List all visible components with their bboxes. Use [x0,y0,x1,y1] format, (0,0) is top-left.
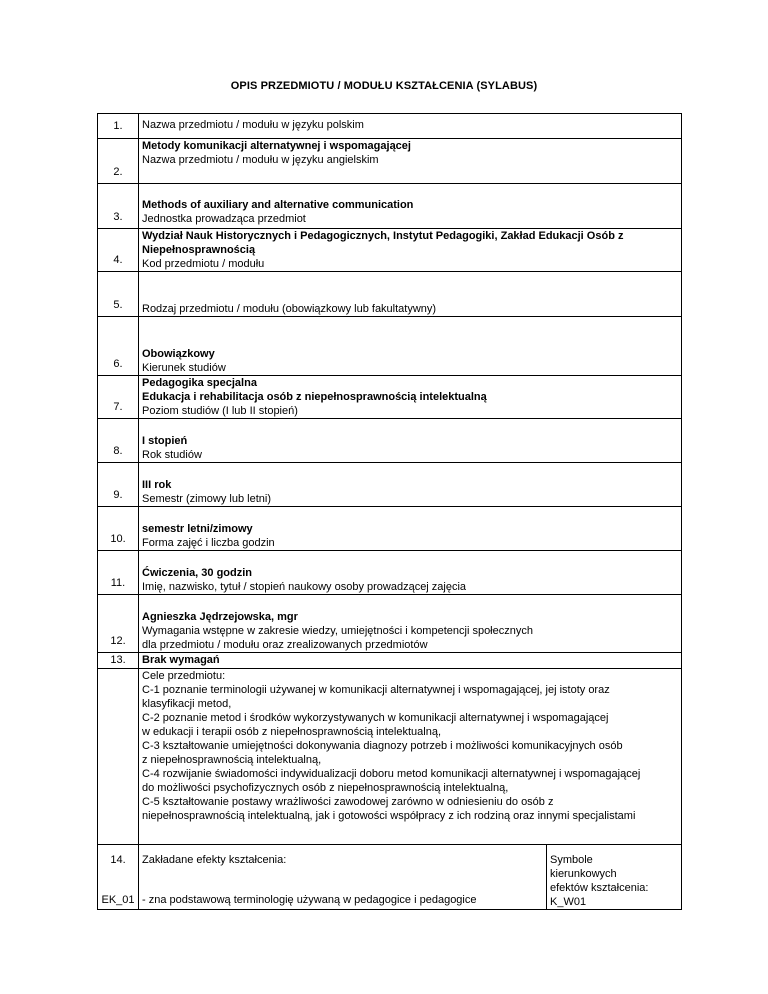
field-label: Nazwa przedmiotu / modułu w języku polskim [142,119,364,131]
field-label: Kod przedmiotu / modułu [142,258,265,270]
field-value: Metody komunikacji alternatywnej i wspomagającej [142,140,411,152]
field-value: III rok [142,479,172,491]
row-number: 14. [110,854,126,866]
syllabus-table [97,113,682,910]
field-label: Imię, nazwisko, tytuł / stopień naukowy osoby prowadzącej zajęcia [142,581,467,593]
field-value: Pedagogika specjalna [142,377,257,389]
field-label: Poziom studiów (I lub II stopień) [142,405,298,417]
field-label: Semestr (zimowy lub letni) [142,493,271,505]
field-label: Kierunek studiów [142,362,226,374]
goal-line: w edukacji i terapii osób z niepełnosprawnością intelektualną, [142,726,442,738]
row-number: 3. [98,184,139,229]
goal-line: do możliwości psychofizycznych osób z niepełnosprawnością intelektualną, [142,782,509,794]
ek-code: EK_01 [101,894,135,906]
table-row [98,669,682,845]
table-row [98,595,682,653]
row-number: 1. [98,114,139,139]
table-row [98,845,682,910]
field-label: Wymagania wstępne w zakresie wiedzy, umiejętności i kompetencji społecznych [142,625,533,637]
goals-list [142,683,678,823]
goal-line: C-4 rozwijanie świadomości indywidualizacji doboru metod komunikacji alternatywnej i wspomagającej [142,768,641,780]
table-row [98,419,682,463]
table-row [98,114,682,139]
field-value: I stopień [142,435,188,447]
goal-line: z niepełnosprawnością intelektualną, [142,754,322,766]
row-number: 10. [98,507,139,551]
field-value: Methods of auxiliary and alternative communication [142,199,414,211]
symbols-header: Symbole [550,854,593,866]
symbols-header: kierunkowych [550,868,617,880]
table-row [98,376,682,419]
field-label: Zakładane efekty kształcenia: [142,854,287,866]
field-label: Cele przedmiotu: [142,670,226,682]
field-label: Jednostka prowadząca przedmiot [142,213,306,225]
table-row [98,229,682,272]
row-number: 12. [98,595,139,653]
row-number: 13. [98,653,139,669]
field-value: Ćwiczenia, 30 godzin [142,567,253,579]
field-label: Rodzaj przedmiotu / modułu (obowiązkowy lub fakultatywny) [142,303,437,315]
field-label: Forma zajęć i liczba godzin [142,537,275,549]
effect-text: - zna podstawową terminologię używaną w pedagogice i pedagogice [142,894,477,906]
row-number: 6. [98,317,139,376]
goal-line: C-2 poznanie metod i środków wykorzystywanych w komunikacji alternatywnej i wspomagającej [142,712,609,724]
row-number: 8. [98,419,139,463]
table-row [98,463,682,507]
table-row [98,551,682,595]
symbol-code: K_W01 [550,896,587,908]
table-row [98,653,682,669]
page-title: OPIS PRZEDMIOTU / MODUŁU KSZTAŁCENIA (SYLABUS) [230,80,538,92]
field-label: Nazwa przedmiotu / modułu w języku angielskim [142,154,379,166]
row-number: 11. [98,551,139,595]
goal-line: C-1 poznanie terminologii używanej w komunikacji alternatywnej i wspomagającej, jej istoty oraz [142,684,610,696]
table-row [98,272,682,317]
table-row [98,139,682,184]
field-value: semestr letni/zimowy [142,523,253,535]
row-number: 5. [98,272,139,317]
field-label: dla przedmiotu / modułu oraz zrealizowanych przedmiotów [142,639,428,651]
row-number: 4. [98,229,139,272]
goal-line: niepełnosprawnością intelektualną, jak i gotowości współpracy z ich rodziną oraz innymi specjalistami [142,810,636,822]
goal-line: C-5 kształtowanie postawy wrażliwości zawodowej zarówno w odniesieniu do osób z [142,796,554,808]
row-number: 7. [98,376,139,419]
goal-line: C-3 kształtowanie umiejętności dokonywania diagnozy potrzeb i możliwości komunikacyjnych osób [142,740,623,752]
goal-line: klasyfikacji metod, [142,698,232,710]
field-value: Brak wymagań [142,654,220,666]
table-row [98,317,682,376]
field-value: Agnieszka Jędrzejowska, mgr [142,611,298,623]
field-label: Rok studiów [142,449,202,461]
symbols-header: efektów kształcenia: [550,882,649,894]
row-number: 9. [98,463,139,507]
field-value: Wydział Nauk Historycznych i Pedagogicznych, Instytut Pedagogiki, Zakład Edukacji Osób z Niepełnosprawnością [142,230,624,256]
table-row [98,184,682,229]
table-row [98,507,682,551]
row-number: 2. [98,139,139,184]
field-value: Edukacja i rehabilitacja osób z niepełnosprawnością intelektualną [142,391,487,403]
field-value: Obowiązkowy [142,348,215,360]
